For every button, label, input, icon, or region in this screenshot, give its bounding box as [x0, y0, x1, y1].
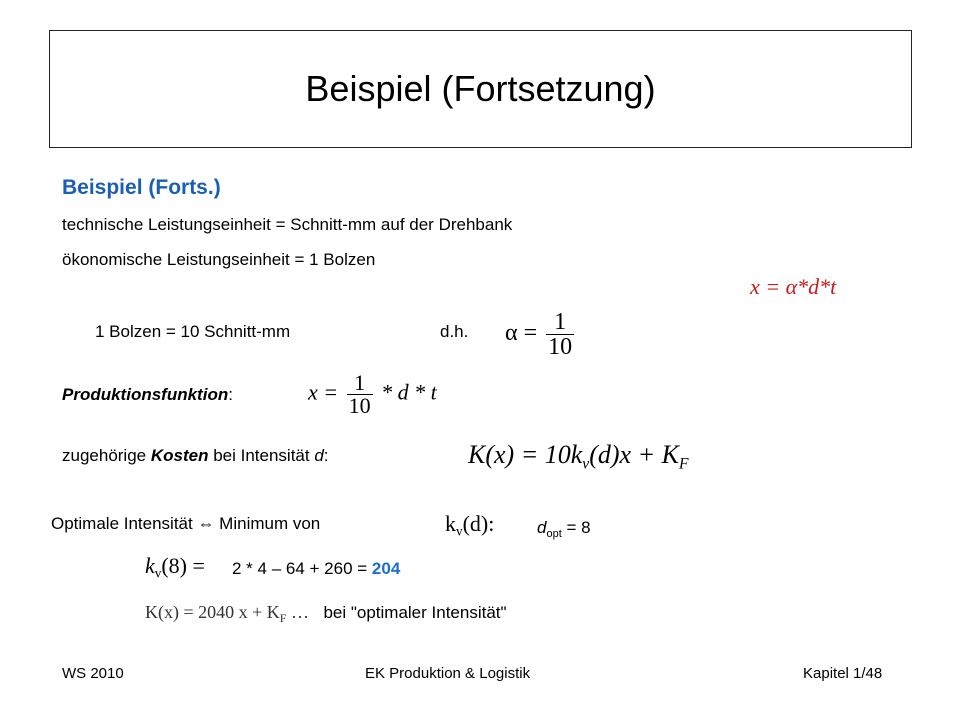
- kosten-line: [62, 446, 329, 466]
- definition-line-economic: ökonomische Leistungseinheit = 1 Bolzen: [62, 250, 376, 269]
- title-box: [49, 30, 912, 148]
- section-heading: Beispiel (Forts.): [62, 176, 221, 199]
- dopt-rest: = 8: [561, 518, 591, 537]
- formula-x: x = α*d*t: [750, 274, 837, 299]
- final-equation-line: [145, 602, 507, 626]
- kosten-eq-mid: (d)x + K: [589, 440, 679, 469]
- dopt-sub: opt: [546, 528, 562, 540]
- kv8-expression: [145, 553, 205, 582]
- calc-result: 204: [371, 559, 401, 578]
- kosten-pre: zugehörige: [62, 446, 151, 465]
- kosten-eq-sub-f: F: [678, 455, 689, 473]
- prodfunc-rhs: * d * t: [381, 379, 437, 405]
- alpha-equation: [505, 310, 577, 359]
- kosten-var: d: [314, 446, 324, 465]
- alpha-denominator: 10: [548, 334, 573, 360]
- final-eq-note: bei "optimaler Intensität": [323, 603, 507, 622]
- kv-d-sub: v: [456, 523, 463, 539]
- dopt-d: d: [537, 518, 547, 537]
- prodfunc-denominator: 10: [348, 393, 371, 418]
- kv-d-rest: (d):: [462, 511, 495, 536]
- alpha-eq-lhs: α =: [505, 320, 538, 347]
- kosten-mid: bei Intensität: [208, 446, 315, 465]
- definition-line-technical: technische Leistungseinheit = Schnitt-mm auf der Drehbank: [62, 215, 513, 234]
- prodfunc-label: [62, 385, 233, 405]
- footer-course: EK Produktion & Logistik: [365, 665, 531, 682]
- prodfunc-fraction: [347, 372, 373, 417]
- final-eq-sub: F: [279, 611, 287, 625]
- kv-d-k: k: [445, 511, 456, 536]
- alpha-numerator: 1: [554, 309, 567, 335]
- kv8-k: k: [145, 553, 155, 578]
- kv8-rest: (8) =: [161, 553, 205, 578]
- kosten-eq-lhs: K(x) = 10k: [468, 440, 583, 469]
- footer-semester: WS 2010: [62, 665, 124, 682]
- final-eq-text: K(x) = 2040 x + K: [145, 602, 280, 622]
- kv8-sub: v: [154, 565, 162, 581]
- kosten-equation: [468, 440, 689, 473]
- alpha-fraction: [546, 310, 574, 359]
- final-equation: [145, 602, 309, 625]
- kosten-eq-sub-v: v: [582, 455, 590, 473]
- prodfunc-lhs: x =: [308, 379, 339, 405]
- kv-d-expression: [445, 511, 494, 540]
- prodfunc-equation: [308, 372, 437, 417]
- kosten-bold: Kosten: [150, 446, 209, 465]
- optimal-line: Optimale Intensität ⇔ Minimum von: [51, 514, 321, 533]
- calc-text: 2 * 4 – 64 + 260 =: [232, 559, 372, 578]
- final-eq-dots: …: [286, 602, 309, 622]
- prodfunc-numerator: 1: [354, 370, 366, 395]
- prodfunc-colon: :: [228, 385, 233, 404]
- bolzen-line: 1 Bolzen = 10 Schnitt-mm: [95, 322, 291, 341]
- calculation: [232, 559, 400, 579]
- kosten-post: :: [323, 446, 329, 465]
- dh-label: d.h.: [440, 322, 469, 341]
- dopt-value: [537, 518, 591, 540]
- footer-page: Kapitel 1/48: [803, 665, 883, 682]
- slide-title: Beispiel (Fortsetzung): [305, 68, 656, 109]
- prodfunc-label-text: Produktionsfunktion: [62, 385, 229, 404]
